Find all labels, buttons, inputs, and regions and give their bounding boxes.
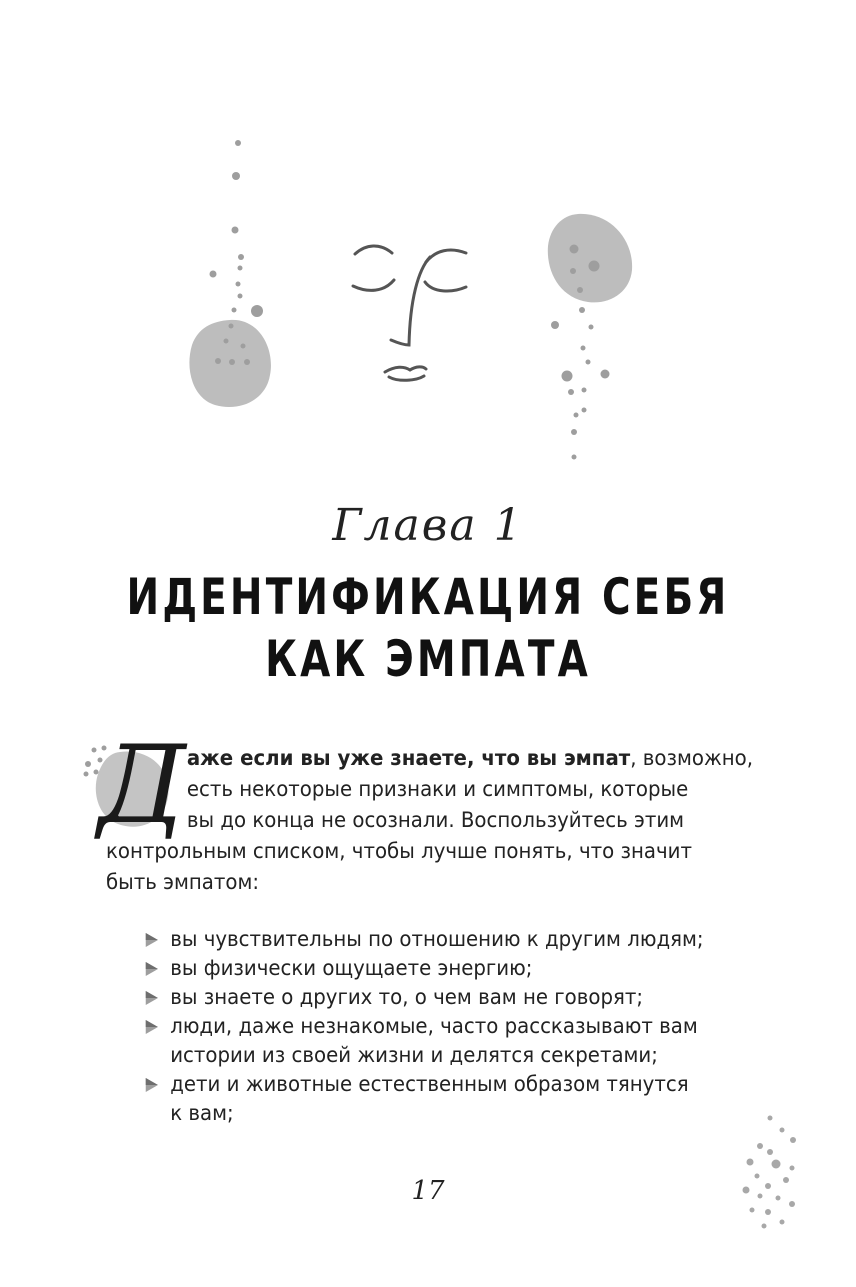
list-item-text-cont: истории из своей жизни и делятся секретами; xyxy=(170,1043,658,1067)
intro-line-2: есть некоторые признаки и симптомы, которые xyxy=(186,777,689,801)
chapter-title xyxy=(94,566,762,690)
triangle-bullet-icon xyxy=(144,932,159,948)
chapter-title-line-2: КАК ЭМПАТА xyxy=(265,630,591,688)
intro-bold-lead: аже если вы уже знаете, что вы эмпат xyxy=(186,746,631,770)
list-item xyxy=(142,954,706,983)
list-item-text: вы чувствительны по отношению к другим людям; xyxy=(170,927,704,951)
chapter-label: Глава 1 xyxy=(332,500,524,551)
dropcap-letter: Д xyxy=(98,723,186,848)
intro-line-4: контрольным списком, чтобы лучше понять, что значит xyxy=(106,839,692,863)
triangle-bullet-icon xyxy=(144,961,159,977)
triangle-bullet-icon xyxy=(144,990,159,1006)
list-item xyxy=(142,925,706,954)
list-item xyxy=(142,983,706,1012)
intro-line-5: быть эмпатом: xyxy=(106,870,260,894)
intro-line-1-rest: , возможно, xyxy=(630,746,753,770)
list-item-text: вы физически ощущаете энергию; xyxy=(170,956,533,980)
intro-paragraph xyxy=(106,743,753,898)
list-item-text: люди, даже незнакомые, часто рассказывают вам xyxy=(170,1014,698,1038)
chapter-title-line-1: ИДЕНТИФИКАЦИЯ СЕБЯ xyxy=(126,568,730,626)
list-item-text: дети и животные естественным образом тянутся xyxy=(170,1072,689,1096)
list-item-text: вы знаете о других то, о чем вам не говорят; xyxy=(170,985,644,1009)
triangle-bullet-icon xyxy=(144,1077,159,1093)
list-item xyxy=(142,1070,706,1128)
intro-line-1 xyxy=(106,743,753,774)
list-item-text-cont: к вам; xyxy=(170,1101,234,1125)
page-number: 17 xyxy=(411,1176,445,1206)
face-line-art-icon xyxy=(0,0,856,480)
face-lines xyxy=(353,246,466,380)
triangle-bullet-icon xyxy=(144,1019,159,1035)
intro-line-3: вы до конца не осознали. Воспользуйтесь этим xyxy=(186,808,685,832)
list-item xyxy=(142,1012,706,1070)
right-blob xyxy=(548,214,632,303)
empath-checklist xyxy=(142,925,706,1128)
